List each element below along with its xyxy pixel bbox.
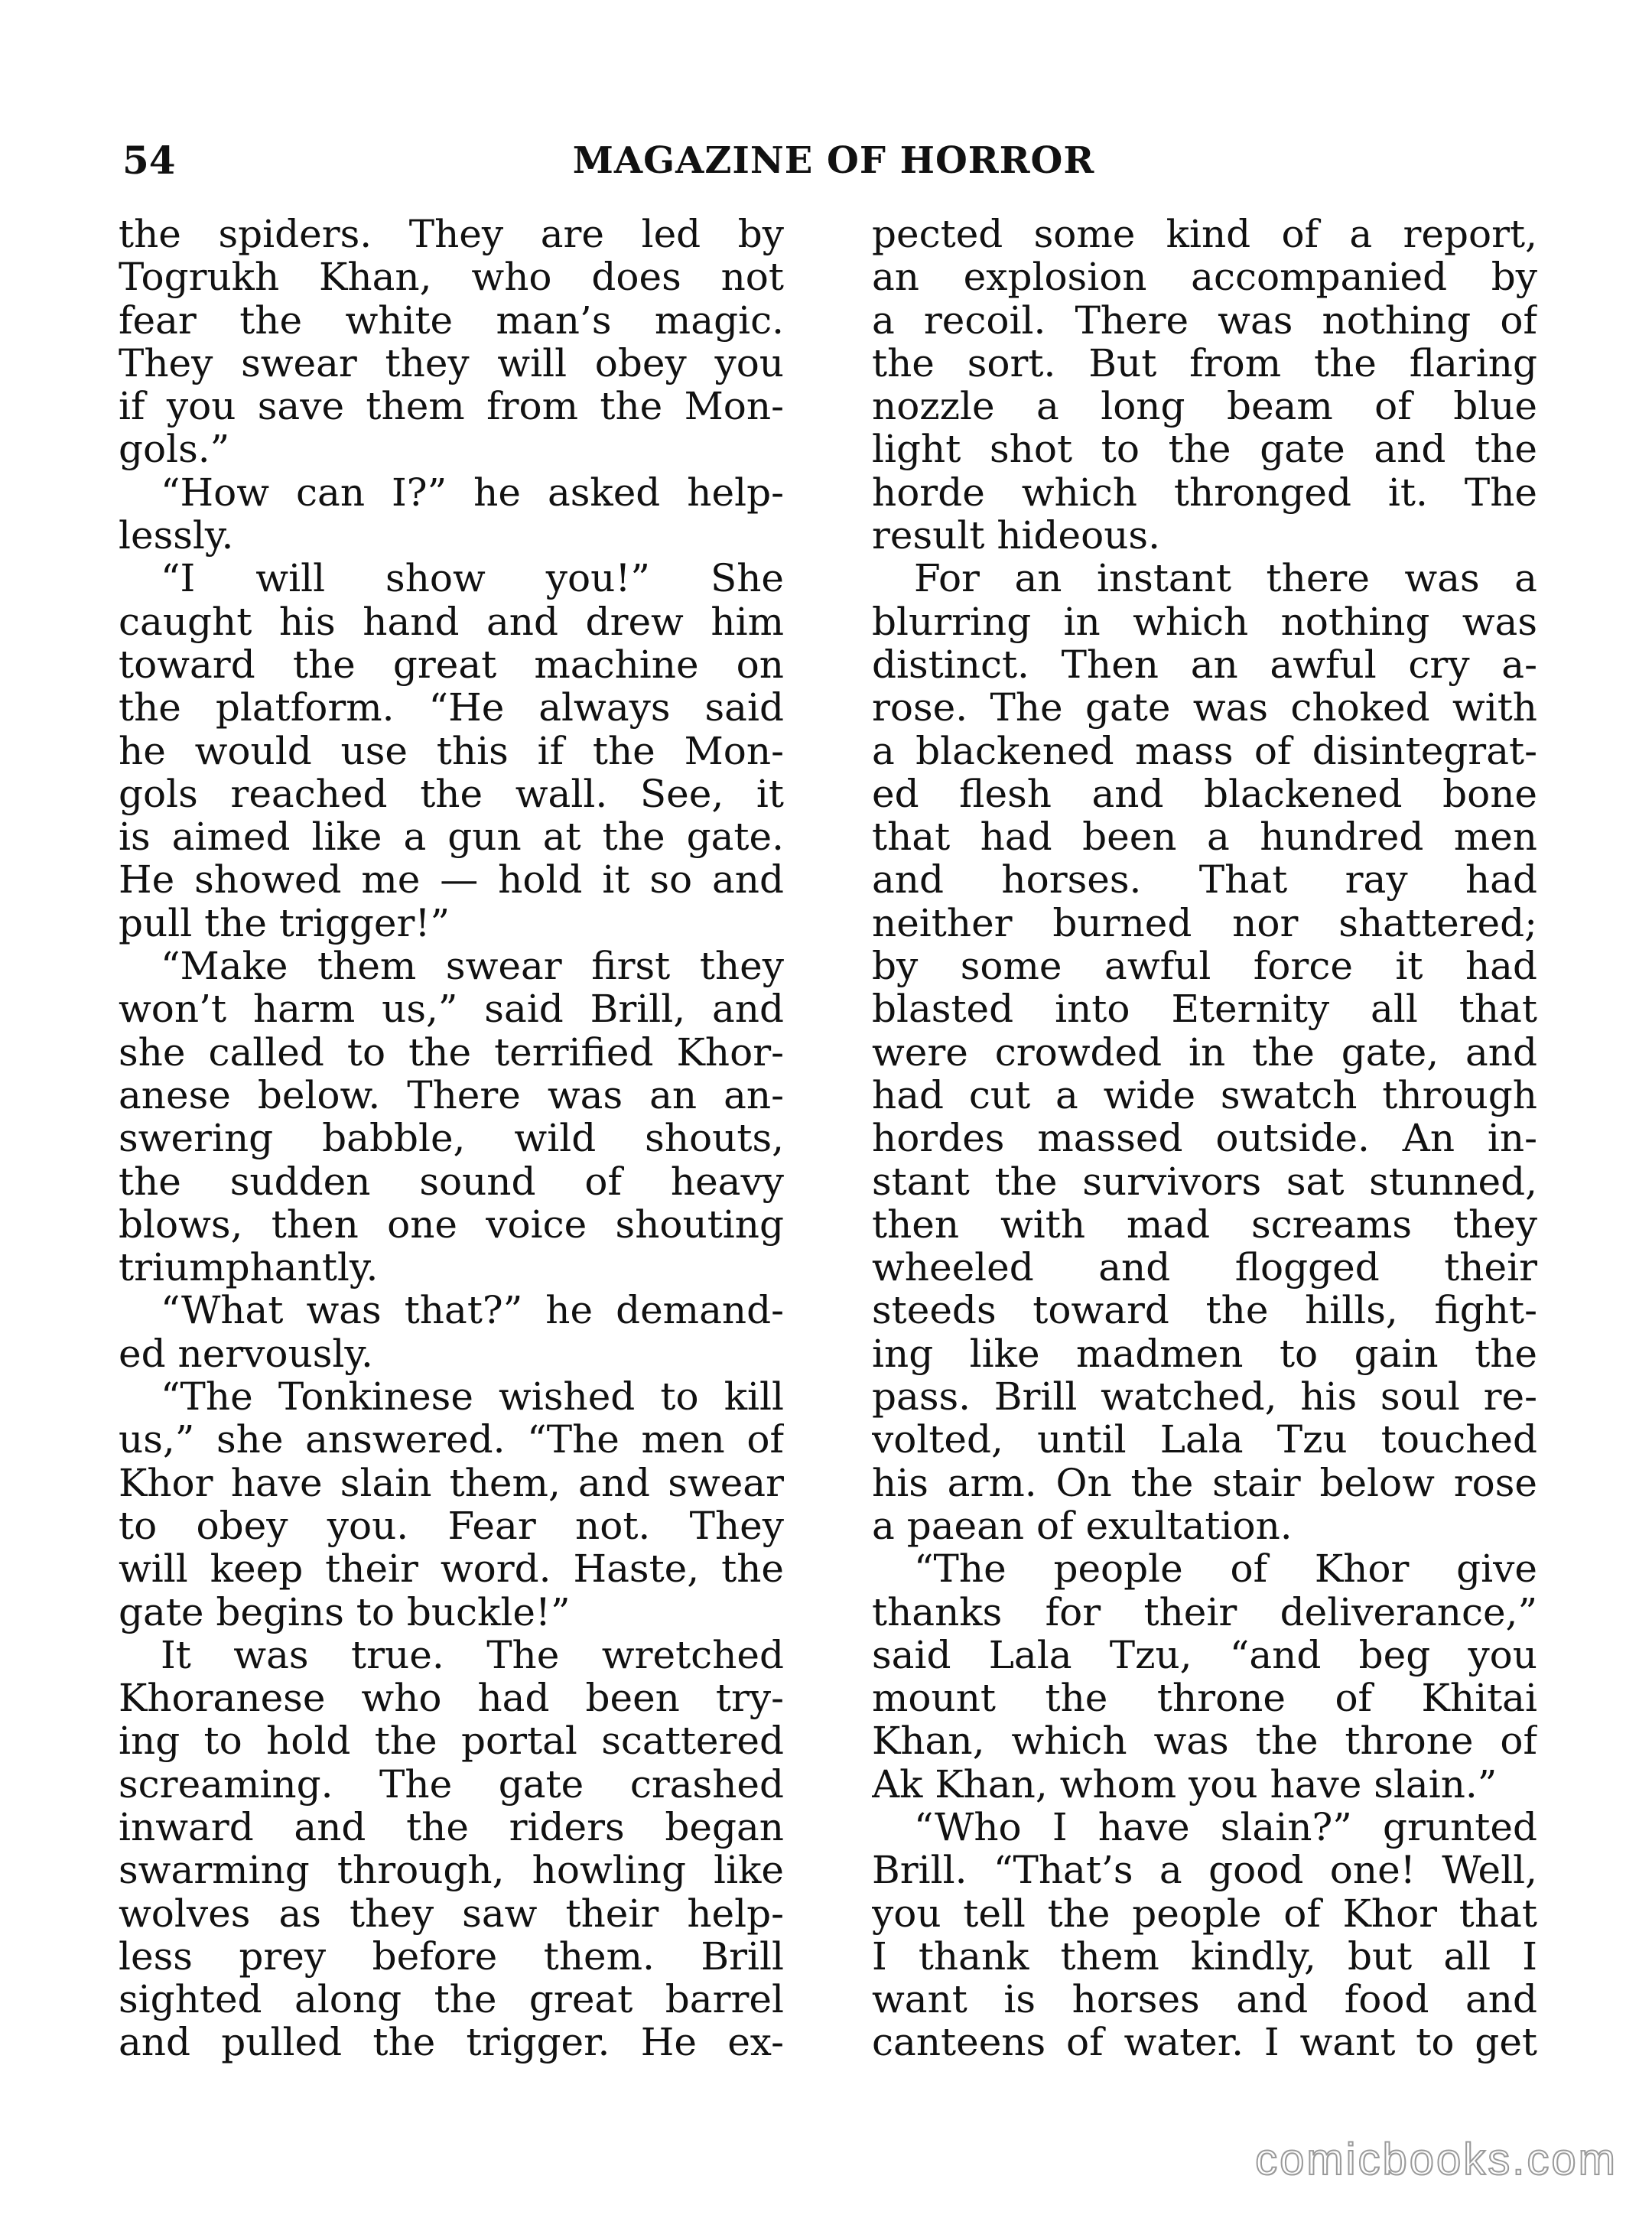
text-line: ed flesh and blackened bone <box>872 772 1537 816</box>
text-line: gols reached the wall. See, it <box>119 772 784 816</box>
text-line: swering babble, wild shouts, <box>119 1117 784 1160</box>
text-line: anese below. There was an an- <box>119 1073 784 1117</box>
text-line: Khoranese who had been try- <box>119 1677 784 1720</box>
text-line: she called to the terrified Khor- <box>119 1030 784 1074</box>
text-line: pull the trigger!” <box>119 901 450 945</box>
text-line: distinct. Then an awful cry a- <box>872 642 1537 687</box>
text-line: gate begins to buckle!” <box>119 1590 571 1634</box>
text-line: result hideous. <box>872 514 1160 558</box>
text-line: were crowded in the gate, and <box>872 1030 1537 1074</box>
text-line: swarming through, howling like <box>119 1849 784 1892</box>
text-line: “Make them swear first they <box>161 945 784 988</box>
text-line: triumphantly. <box>119 1246 379 1289</box>
text-line: us,” she answered. “The men of <box>119 1418 784 1462</box>
text-line: gols.” <box>119 428 230 471</box>
text-line: by some awful force it had <box>872 945 1537 988</box>
watermark: comicbooks.com <box>1255 2135 1618 2184</box>
text-line: rose. The gate was choked with <box>872 686 1537 730</box>
text-line: inward and the riders began <box>119 1805 784 1849</box>
text-line: screaming. The gate crashed <box>119 1762 784 1806</box>
text-line: a blackened mass of disintegrat- <box>872 729 1537 772</box>
text-line: steeds toward the hills, fight- <box>872 1289 1537 1332</box>
text-line: a paean of exultation. <box>872 1504 1293 1548</box>
text-line: and pulled the trigger. He ex- <box>119 2021 784 2064</box>
text-column-left <box>119 213 784 2064</box>
text-line: his arm. On the stair below rose <box>872 1461 1537 1504</box>
text-line: “The Tonkinese wished to kill <box>161 1375 784 1419</box>
text-column-right <box>872 213 1537 2064</box>
text-line: I thank them kindly, but all I <box>872 1934 1537 1979</box>
text-line: the sudden sound of heavy <box>119 1159 784 1203</box>
text-line: a recoil. There was nothing of <box>872 298 1537 342</box>
text-line: to obey you. Fear not. They <box>119 1504 784 1548</box>
text-line: blows, then one voice shouting <box>119 1202 784 1247</box>
text-line: won’t harm us,” said Brill, and <box>119 987 784 1031</box>
text-line: fear the white man’s magic. <box>119 298 784 342</box>
text-line: caught his hand and drew him <box>119 600 784 643</box>
text-line: wolves as they saw their help- <box>119 1891 784 1935</box>
text-line: an explosion accompanied by <box>872 255 1537 299</box>
text-line: canteens of water. I want to get <box>872 2021 1537 2064</box>
text-line: hordes massed outside. An in- <box>872 1117 1537 1160</box>
text-line: “The people of Khor give <box>914 1547 1537 1591</box>
page-number: 54 <box>122 138 176 183</box>
text-line: will keep their word. Haste, the <box>119 1547 784 1591</box>
text-line: light shot to the gate and the <box>872 428 1537 471</box>
text-line: less prey before them. Brill <box>119 1934 784 1979</box>
text-line: you tell the people of Khor that <box>872 1891 1537 1935</box>
text-line: stant the survivors sat stunned, <box>872 1159 1537 1203</box>
text-line: and horses. That ray had <box>872 858 1537 902</box>
text-line: He showed me — hold it so and <box>119 858 784 902</box>
text-line: then with mad screams they <box>872 1202 1537 1247</box>
text-line: is aimed like a gun at the gate. <box>119 815 784 859</box>
text-line: mount the throne of Khitai <box>872 1677 1537 1720</box>
text-line: blurring in which nothing was <box>872 600 1537 643</box>
text-line: “I will show you!” She <box>161 557 784 600</box>
text-line: thanks for their deliverance,” <box>872 1590 1537 1634</box>
text-line: if you save them from the Mon- <box>119 385 784 428</box>
text-line: “What was that?” he demand- <box>161 1289 784 1332</box>
text-line: nozzle a long beam of blue <box>872 385 1537 428</box>
text-line: ing like madmen to gain the <box>872 1332 1537 1376</box>
text-line: blasted into Eternity all that <box>872 987 1537 1031</box>
text-line: It was true. The wretched <box>161 1633 784 1677</box>
text-line: he would use this if the Mon- <box>119 729 784 772</box>
text-line: Togrukh Khan, who does not <box>119 255 784 299</box>
text-line: neither burned nor shattered; <box>872 901 1537 945</box>
text-line: pected some kind of a report, <box>872 213 1537 256</box>
text-line: For an instant there was a <box>914 557 1537 600</box>
text-line: the sort. But from the flaring <box>872 341 1537 385</box>
text-line: sighted along the great barrel <box>119 1978 784 2021</box>
text-line: pass. Brill watched, his soul re- <box>872 1375 1537 1419</box>
page-header <box>122 134 1545 187</box>
text-line: want is horses and food and <box>872 1978 1537 2021</box>
text-line: toward the great machine on <box>119 642 784 687</box>
text-line: that had been a hundred men <box>872 815 1537 859</box>
text-line: ing to hold the portal scattered <box>119 1719 784 1763</box>
text-line: “How can I?” he asked help- <box>161 470 784 515</box>
text-line: volted, until Lala Tzu touched <box>872 1418 1537 1462</box>
text-line: horde which thronged it. The <box>872 470 1537 515</box>
text-line: said Lala Tzu, “and beg you <box>872 1633 1537 1677</box>
running-title: MAGAZINE OF HORROR <box>572 139 1095 182</box>
text-line: Khor have slain them, and swear <box>119 1461 784 1504</box>
text-line: lessly. <box>119 514 234 558</box>
text-line: They swear they will obey you <box>119 341 784 385</box>
text-line: wheeled and flogged their <box>872 1246 1537 1289</box>
text-line: Ak Khan, whom you have slain.” <box>872 1762 1498 1806</box>
text-line: “Who I have slain?” grunted <box>914 1805 1537 1849</box>
text-line: had cut a wide swatch through <box>872 1073 1537 1117</box>
text-line: ed nervously. <box>119 1332 373 1376</box>
text-line: Khan, which was the throne of <box>872 1719 1537 1763</box>
text-line: the spiders. They are led by <box>119 213 784 256</box>
text-line: the platform. “He always said <box>119 686 784 730</box>
text-line: Brill. “That’s a good one! Well, <box>872 1849 1537 1892</box>
